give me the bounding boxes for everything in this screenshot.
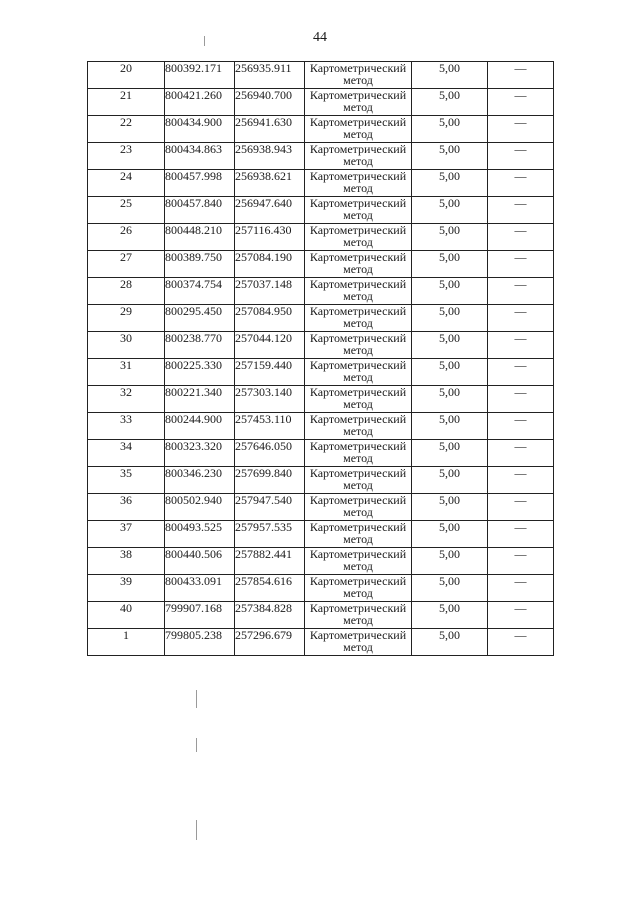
table-row [88,332,554,359]
method-line-1: Картометрический [309,61,407,75]
y-coordinate-cell: 257084.190 [235,251,305,278]
method-cell [305,386,412,413]
accuracy-cell: 5,00 [412,170,488,197]
method-line-2: метод [343,559,373,573]
x-coordinate-cell: 800457.840 [165,197,235,224]
table-row [88,413,554,440]
x-coordinate-cell: 800323.320 [165,440,235,467]
scan-artifact [196,738,197,752]
point-number-cell: 35 [88,467,165,494]
method-line-1: Картометрический [309,547,407,561]
point-number-cell: 24 [88,170,165,197]
accuracy-cell: 5,00 [412,305,488,332]
description-cell: — [488,224,554,251]
table-row [88,116,554,143]
coordinates-table [87,61,554,656]
method-cell [305,521,412,548]
point-number-cell: 32 [88,386,165,413]
table-row [88,467,554,494]
method-line-2: метод [343,100,373,114]
description-cell: — [488,116,554,143]
x-coordinate-cell: 800434.900 [165,116,235,143]
y-coordinate-cell: 256941.630 [235,116,305,143]
y-coordinate-cell: 257882.441 [235,548,305,575]
x-coordinate-cell: 800493.525 [165,521,235,548]
method-line-2: метод [343,532,373,546]
x-coordinate-cell: 800295.450 [165,305,235,332]
method-line-1: Картометрический [309,115,407,129]
point-number-cell: 26 [88,224,165,251]
table-row [88,629,554,656]
y-coordinate-cell: 257947.540 [235,494,305,521]
y-coordinate-cell: 257854.616 [235,575,305,602]
method-line-1: Картометрический [309,385,407,399]
method-cell [305,143,412,170]
point-number-cell: 21 [88,89,165,116]
point-number-cell: 38 [88,548,165,575]
method-line-2: метод [343,289,373,303]
description-cell: — [488,197,554,224]
method-line-2: метод [343,397,373,411]
scan-artifact [196,820,197,840]
y-coordinate-cell: 257453.110 [235,413,305,440]
method-line-2: метод [343,316,373,330]
method-cell [305,89,412,116]
description-cell: — [488,62,554,89]
method-line-2: метод [343,424,373,438]
x-coordinate-cell: 799907.168 [165,602,235,629]
method-cell [305,575,412,602]
y-coordinate-cell: 257044.120 [235,332,305,359]
method-cell [305,305,412,332]
description-cell: — [488,602,554,629]
method-line-2: метод [343,127,373,141]
method-line-2: метод [343,181,373,195]
method-cell [305,62,412,89]
y-coordinate-cell: 257699.840 [235,467,305,494]
y-coordinate-cell: 257084.950 [235,305,305,332]
accuracy-cell: 5,00 [412,62,488,89]
method-cell [305,251,412,278]
method-line-2: метод [343,73,373,87]
x-coordinate-cell: 800244.900 [165,413,235,440]
accuracy-cell: 5,00 [412,278,488,305]
coordinates-table-body [88,62,554,656]
table-row [88,548,554,575]
table-row [88,440,554,467]
method-cell [305,332,412,359]
x-coordinate-cell: 800392.171 [165,62,235,89]
description-cell: — [488,629,554,656]
table-row [88,602,554,629]
y-coordinate-cell: 257116.430 [235,224,305,251]
method-line-1: Картометрический [309,412,407,426]
description-cell: — [488,278,554,305]
method-line-2: метод [343,343,373,357]
accuracy-cell: 5,00 [412,413,488,440]
description-cell: — [488,413,554,440]
accuracy-cell: 5,00 [412,386,488,413]
method-line-1: Картометрический [309,196,407,210]
method-line-1: Картометрический [309,250,407,264]
description-cell: — [488,386,554,413]
table-row [88,143,554,170]
method-line-1: Картометрический [309,223,407,237]
method-cell [305,548,412,575]
y-coordinate-cell: 256940.700 [235,89,305,116]
point-number-cell: 36 [88,494,165,521]
point-number-cell: 39 [88,575,165,602]
point-number-cell: 1 [88,629,165,656]
method-line-1: Картометрический [309,628,407,642]
method-line-1: Картометрический [309,169,407,183]
description-cell: — [488,305,554,332]
method-cell [305,440,412,467]
accuracy-cell: 5,00 [412,521,488,548]
y-coordinate-cell: 257957.535 [235,521,305,548]
point-number-cell: 30 [88,332,165,359]
method-line-1: Картометрический [309,277,407,291]
y-coordinate-cell: 257159.440 [235,359,305,386]
description-cell: — [488,89,554,116]
point-number-cell: 22 [88,116,165,143]
accuracy-cell: 5,00 [412,629,488,656]
method-cell [305,602,412,629]
scan-artifact [196,690,197,708]
scan-artifact [204,36,205,46]
page-number: 44 [313,30,327,45]
accuracy-cell: 5,00 [412,116,488,143]
table-row [88,89,554,116]
point-number-cell: 28 [88,278,165,305]
description-cell: — [488,332,554,359]
x-coordinate-cell: 800346.230 [165,467,235,494]
accuracy-cell: 5,00 [412,89,488,116]
x-coordinate-cell: 800448.210 [165,224,235,251]
table-row [88,575,554,602]
method-cell [305,197,412,224]
point-number-cell: 40 [88,602,165,629]
x-coordinate-cell: 800225.330 [165,359,235,386]
description-cell: — [488,494,554,521]
accuracy-cell: 5,00 [412,224,488,251]
point-number-cell: 33 [88,413,165,440]
description-cell: — [488,521,554,548]
accuracy-cell: 5,00 [412,143,488,170]
accuracy-cell: 5,00 [412,548,488,575]
method-cell [305,494,412,521]
accuracy-cell: 5,00 [412,467,488,494]
method-cell [305,224,412,251]
table-row [88,521,554,548]
method-cell [305,629,412,656]
table-row [88,224,554,251]
point-number-cell: 31 [88,359,165,386]
x-coordinate-cell: 799805.238 [165,629,235,656]
description-cell: — [488,170,554,197]
accuracy-cell: 5,00 [412,332,488,359]
table-row [88,62,554,89]
method-line-1: Картометрический [309,520,407,534]
point-number-cell: 34 [88,440,165,467]
method-line-1: Картометрический [309,331,407,345]
table-row [88,251,554,278]
method-line-1: Картометрический [309,142,407,156]
table-row [88,494,554,521]
method-line-2: метод [343,478,373,492]
x-coordinate-cell: 800221.340 [165,386,235,413]
y-coordinate-cell: 257384.828 [235,602,305,629]
method-cell [305,359,412,386]
method-line-2: метод [343,640,373,654]
point-number-cell: 20 [88,62,165,89]
table-row [88,278,554,305]
x-coordinate-cell: 800433.091 [165,575,235,602]
description-cell: — [488,359,554,386]
accuracy-cell: 5,00 [412,359,488,386]
method-line-2: метод [343,235,373,249]
accuracy-cell: 5,00 [412,440,488,467]
y-coordinate-cell: 256947.640 [235,197,305,224]
x-coordinate-cell: 800440.506 [165,548,235,575]
method-cell [305,116,412,143]
x-coordinate-cell: 800389.750 [165,251,235,278]
method-line-2: метод [343,208,373,222]
method-line-2: метод [343,451,373,465]
description-cell: — [488,143,554,170]
accuracy-cell: 5,00 [412,602,488,629]
point-number-cell: 37 [88,521,165,548]
method-line-2: метод [343,370,373,384]
accuracy-cell: 5,00 [412,197,488,224]
method-cell [305,170,412,197]
description-cell: — [488,251,554,278]
method-line-2: метод [343,586,373,600]
method-line-1: Картометрический [309,304,407,318]
method-line-1: Картометрический [309,88,407,102]
method-line-1: Картометрический [309,574,407,588]
y-coordinate-cell: 257303.140 [235,386,305,413]
x-coordinate-cell: 800434.863 [165,143,235,170]
method-line-1: Картометрический [309,601,407,615]
y-coordinate-cell: 257296.679 [235,629,305,656]
y-coordinate-cell: 256938.943 [235,143,305,170]
table-row [88,359,554,386]
method-line-1: Картометрический [309,493,407,507]
accuracy-cell: 5,00 [412,494,488,521]
table-row [88,197,554,224]
accuracy-cell: 5,00 [412,575,488,602]
point-number-cell: 29 [88,305,165,332]
method-line-1: Картометрический [309,466,407,480]
table-row [88,305,554,332]
accuracy-cell: 5,00 [412,251,488,278]
x-coordinate-cell: 800238.770 [165,332,235,359]
x-coordinate-cell: 800374.754 [165,278,235,305]
description-cell: — [488,548,554,575]
y-coordinate-cell: 257037.148 [235,278,305,305]
y-coordinate-cell: 257646.050 [235,440,305,467]
x-coordinate-cell: 800457.998 [165,170,235,197]
method-line-2: метод [343,154,373,168]
method-line-2: метод [343,262,373,276]
method-line-2: метод [343,505,373,519]
method-line-1: Картометрический [309,439,407,453]
point-number-cell: 25 [88,197,165,224]
point-number-cell: 27 [88,251,165,278]
description-cell: — [488,467,554,494]
x-coordinate-cell: 800421.260 [165,89,235,116]
table-row [88,170,554,197]
y-coordinate-cell: 256938.621 [235,170,305,197]
method-line-1: Картометрический [309,358,407,372]
description-cell: — [488,440,554,467]
method-cell [305,467,412,494]
method-line-2: метод [343,613,373,627]
table-row [88,386,554,413]
method-cell [305,278,412,305]
point-number-cell: 23 [88,143,165,170]
method-cell [305,413,412,440]
description-cell: — [488,575,554,602]
y-coordinate-cell: 256935.911 [235,62,305,89]
x-coordinate-cell: 800502.940 [165,494,235,521]
